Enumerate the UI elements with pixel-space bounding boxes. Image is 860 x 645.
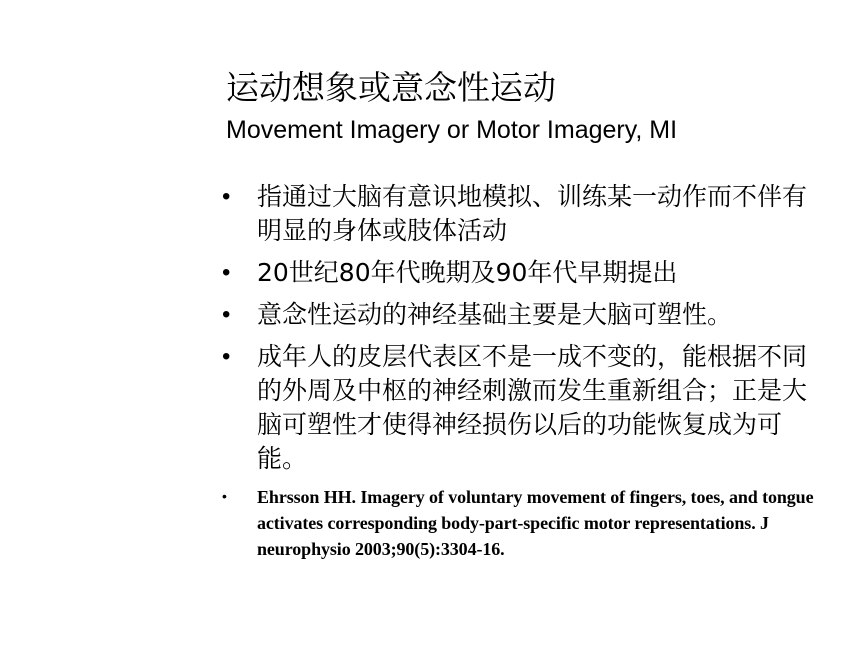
bullet-item-reference xyxy=(222,484,822,562)
bullet-text: 指通过大脑有意识地模拟、训练某一动作而不伴有明显的身体或肢体活动 xyxy=(257,182,808,245)
bullet-dot-icon: • xyxy=(222,301,231,328)
bullet-list xyxy=(222,180,822,570)
reference-text: Ehrsson HH. Imagery of voluntary movement of fingers, toes, and tongue activates corresponding body-part-specific motor representations. J neurophysio 2003;90(5):3304-16. xyxy=(257,487,814,559)
slide-title-english: Movement Imagery or Motor Imagery, MI xyxy=(226,116,678,144)
bullet-item-definition xyxy=(222,180,822,248)
bullet-item-plasticity xyxy=(222,340,822,476)
bullet-dot-icon: • xyxy=(222,183,231,210)
bullet-dot-icon: • xyxy=(222,259,231,286)
bullet-dot-icon: • xyxy=(222,343,231,370)
bullet-dot-icon: • xyxy=(222,488,227,504)
bullet-text: 成年人的皮层代表区不是一成不变的，能根据不同的外周及中枢的神经刺激而发生重新组合；正是大脑可塑性才使得神经损伤以后的功能恢复成为可能。 xyxy=(257,342,808,473)
bullet-item-neural-basis xyxy=(222,298,822,332)
bullet-item-history xyxy=(222,256,822,290)
slide-title-chinese: 运动想象或意念性运动 xyxy=(226,68,556,107)
bullet-text: 意念性运动的神经基础主要是大脑可塑性。 xyxy=(257,300,733,329)
bullet-text: 20世纪80年代晚期及90年代早期提出 xyxy=(257,258,678,287)
